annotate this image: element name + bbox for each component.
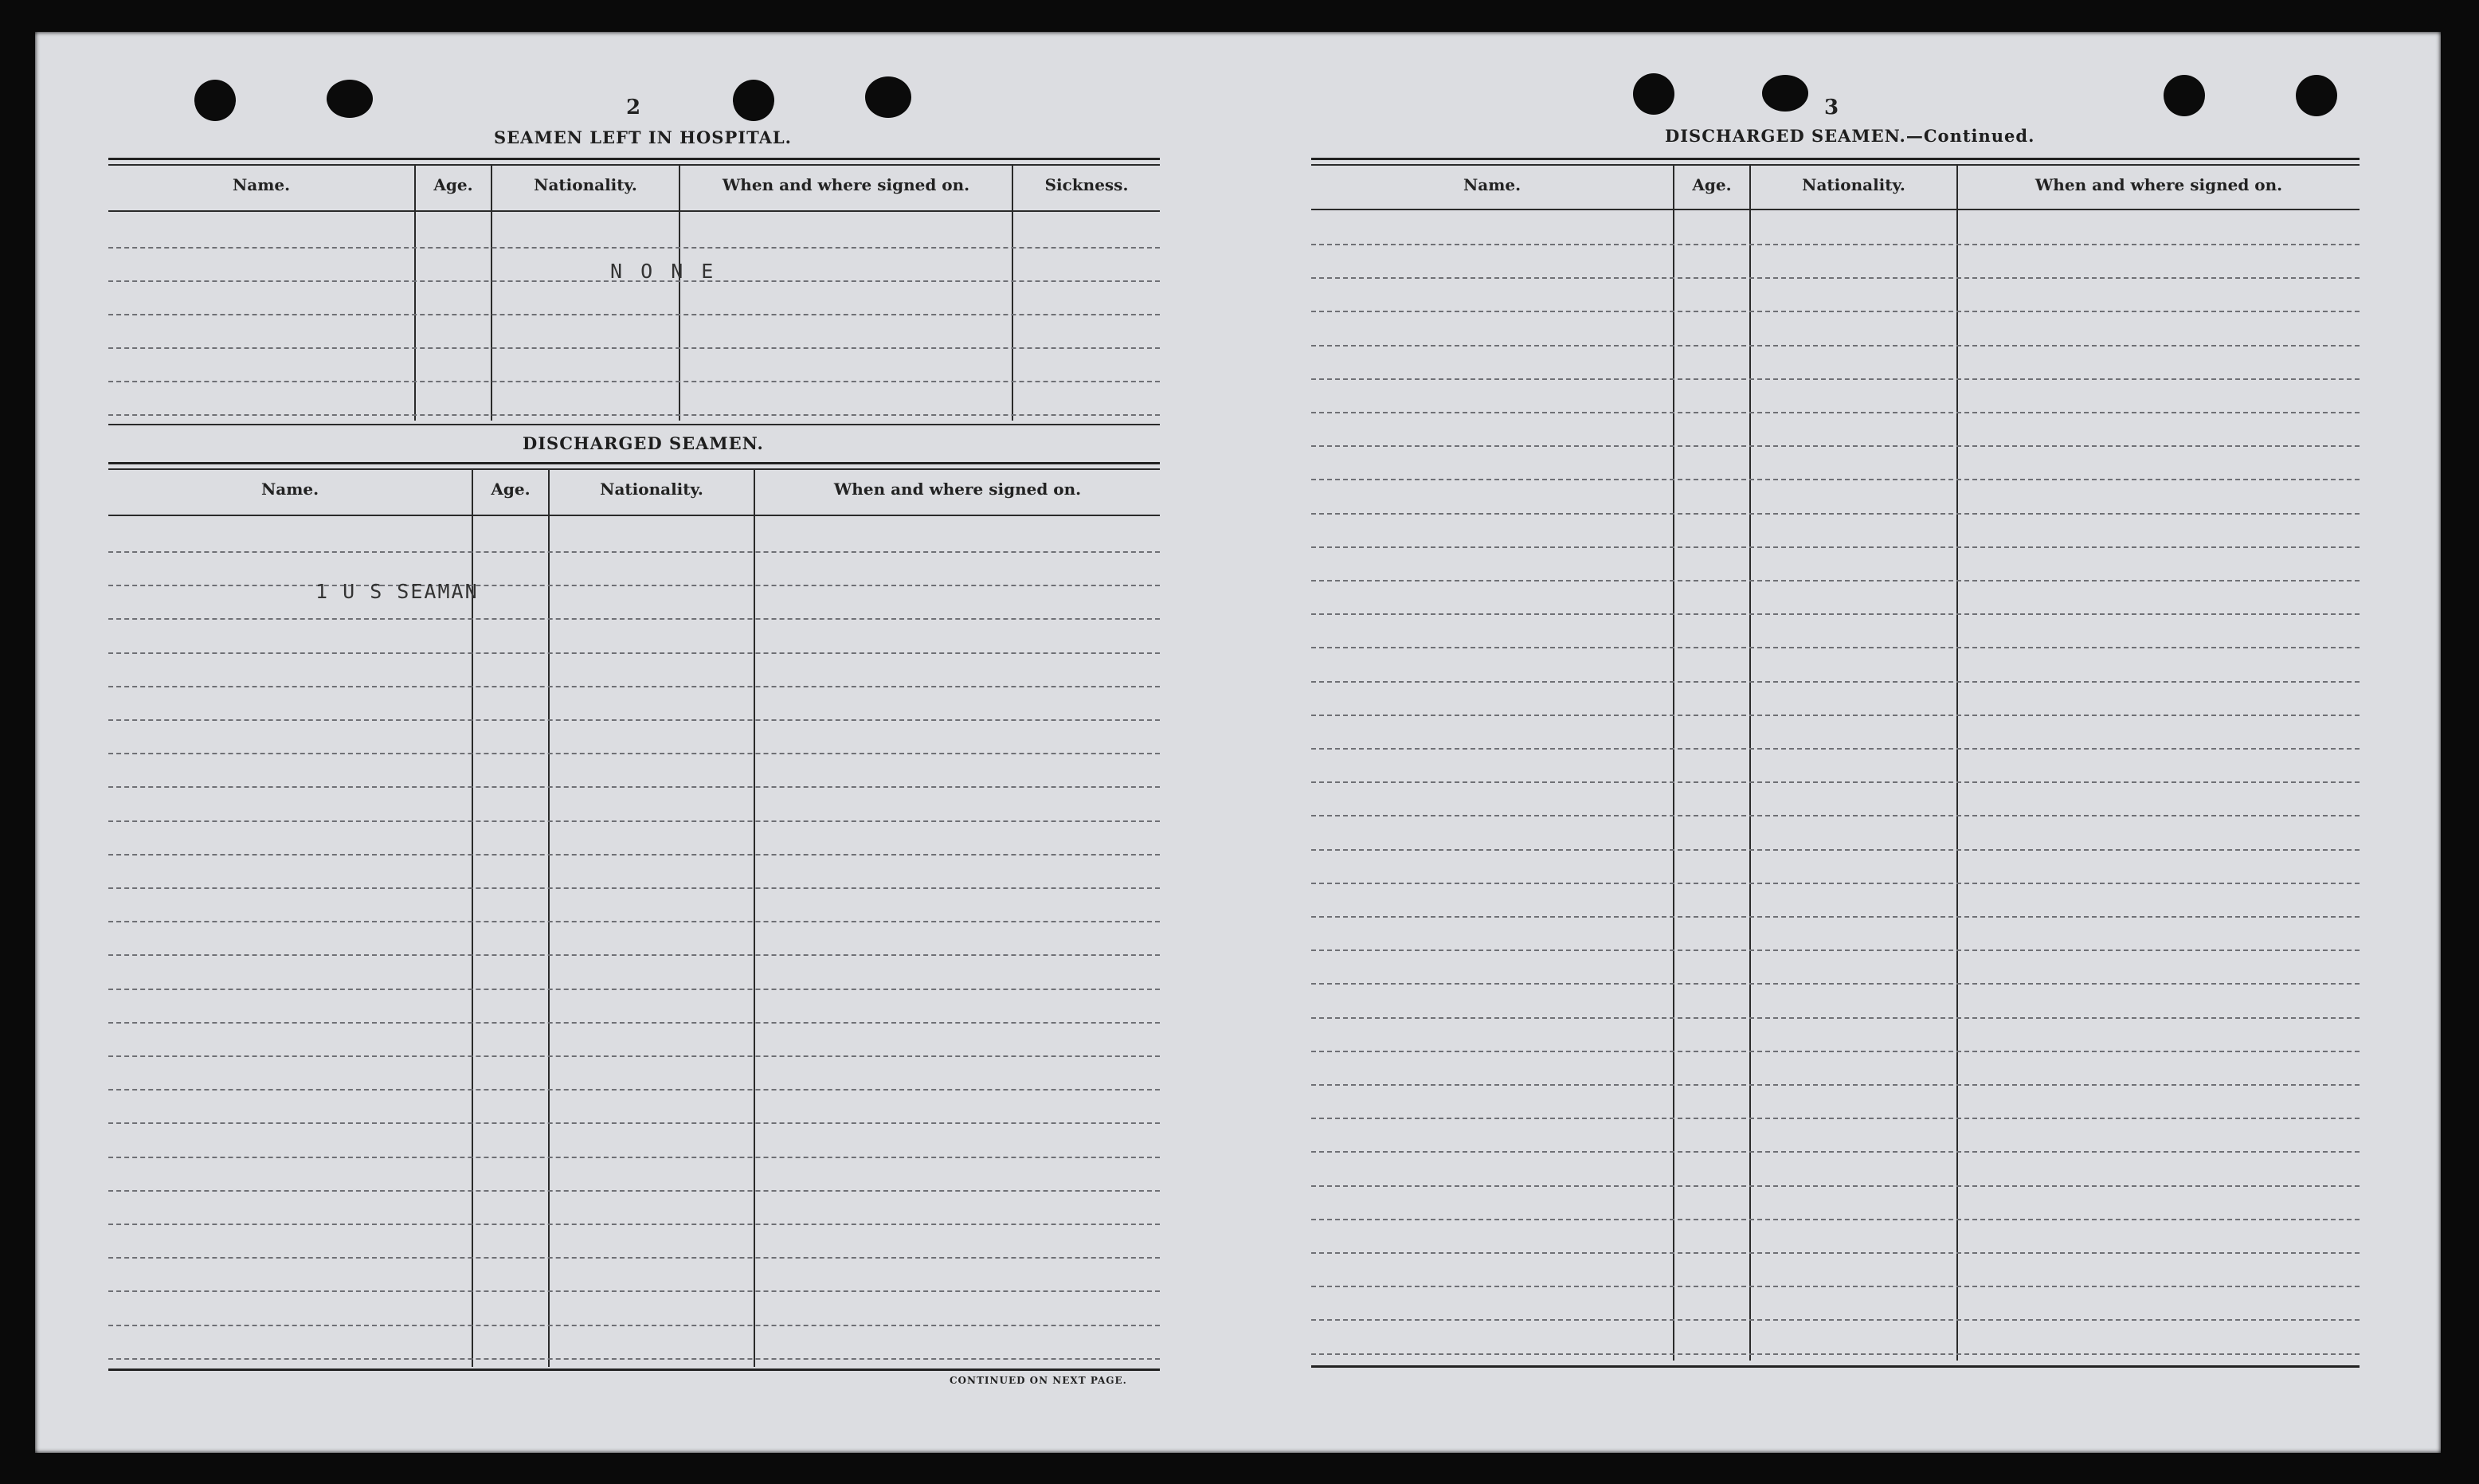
hospital-col-nationality: Nationality. [534,175,637,194]
ledger-line [108,1122,1160,1124]
ledger-line [1311,1353,2360,1355]
ledger-line [1311,883,2360,884]
punch-hole [327,80,373,118]
ledger-line [1311,412,2360,413]
ledger-line [1311,983,2360,985]
ledger-line [1311,715,2360,716]
ledger-line [108,618,1160,620]
hospital-top-rule [108,158,1160,160]
ledger-line [108,719,1160,721]
ledger-line [1311,1017,2360,1019]
hospital-top-rule-2 [108,164,1160,166]
right-bottom-rule [1311,1365,2360,1368]
ledger-line [108,1325,1160,1326]
ledger-line [1311,849,2360,851]
ledger-line [1311,1118,2360,1119]
discharged-entry: 1 U S SEAMAN [315,580,479,603]
right-col-nationality: Nationality. [1802,175,1905,194]
punch-hole [733,80,774,121]
ledger-line [1311,244,2360,245]
ledger-line [108,1358,1160,1360]
ledger-line [1311,1051,2360,1052]
ledger-line [1311,613,2360,615]
ledger-line [1311,1286,2360,1287]
ledger-line [1311,311,2360,312]
ledger-line [108,1055,1160,1057]
discharged-continued-title: DISCHARGED SEAMEN.—Continued. [1665,126,2035,146]
page-number-right: 3 [1824,96,1839,119]
hospital-section-title: SEAMEN LEFT IN HOSPITAL. [494,127,792,147]
left-bottom-rule [108,1368,1160,1371]
ledger-line [1311,1084,2360,1086]
continued-footer: CONTINUED ON NEXT PAGE. [950,1375,1127,1386]
discharged-top-rule [108,462,1160,464]
hospital-col-age: Age. [433,175,473,194]
ledger-line [1311,1252,2360,1254]
ledger-line [1311,916,2360,918]
ledger-line [108,820,1160,822]
ledger-line [108,1290,1160,1292]
ledger-line [108,989,1160,990]
ledger-line [1311,445,2360,447]
ledger-line [1311,513,2360,515]
ledger-line [1311,1219,2360,1220]
ledger-line [108,551,1160,553]
right-col-name: Name. [1463,175,1521,194]
discharged-col-age: Age. [491,480,531,499]
ledger-line [1311,546,2360,548]
right-header-rule [1311,209,2360,210]
discharged-col-divider [472,468,473,1367]
right-col-age: Age. [1692,175,1732,194]
ledger-line [108,585,1160,586]
ledger-line [108,1224,1160,1225]
ledger-line [108,854,1160,856]
discharged-col-divider [548,468,550,1367]
discharged-col-nationality: Nationality. [600,480,703,499]
right-col-signed-on: When and where signed on. [2035,175,2283,194]
ledger-line [108,954,1160,956]
page-number-left: 2 [626,96,641,119]
right-top-rule [1311,158,2360,160]
punch-hole [865,76,911,118]
ledger-line [1311,681,2360,683]
ledger-line [1311,345,2360,347]
ledger-line [1311,748,2360,750]
ledger-line [1311,580,2360,581]
ledger-line [1311,479,2360,480]
ledger-line [1311,378,2360,380]
ledger-line [1311,815,2360,816]
hospital-col-sickness: Sickness. [1044,175,1129,194]
ledger-line [1311,1319,2360,1321]
punch-hole [2164,75,2205,116]
discharged-col-signed-on: When and where signed on. [833,480,1082,499]
ledger-line [108,686,1160,687]
hospital-col-signed-on: When and where signed on. [722,175,970,194]
ledger-line [108,247,1160,249]
punch-hole [1762,75,1808,112]
ledger-line [108,347,1160,349]
ledger-line [108,921,1160,922]
ledger-line [108,1089,1160,1090]
right-col-divider [1749,164,1751,1361]
punch-hole [194,80,236,121]
discharged-header-rule [108,515,1160,516]
ledger-line [1311,277,2360,279]
ledger-line [108,314,1160,315]
right-col-divider [1956,164,1958,1361]
ledger-line [108,1190,1160,1192]
ledger-line [1311,950,2360,951]
ledger-line [108,887,1160,889]
discharged-col-divider [754,468,755,1367]
discharged-top-rule-2 [108,468,1160,470]
hospital-entry-none: N O N E [610,260,717,283]
ledger-line [108,652,1160,654]
ledger-line [1311,781,2360,783]
ledger-line [108,1157,1160,1158]
ledger-line [108,1257,1160,1259]
ledger-line [108,414,1160,416]
punch-hole [2296,75,2337,116]
ledger-line [1311,1151,2360,1153]
hospital-header-rule [108,210,1160,212]
discharged-section-title: DISCHARGED SEAMEN. [523,433,764,453]
ledger-line [108,1022,1160,1024]
ledger-line [108,753,1160,754]
discharged-col-name: Name. [260,480,319,499]
punch-hole [1633,73,1674,115]
right-col-divider [1673,164,1674,1361]
ledger-line [108,786,1160,788]
hospital-bottom-rule [108,424,1160,425]
ledger-line [108,381,1160,382]
hospital-col-name: Name. [232,175,291,194]
ledger-line [1311,1185,2360,1187]
ledger-line [1311,647,2360,648]
right-top-rule-2 [1311,164,2360,166]
